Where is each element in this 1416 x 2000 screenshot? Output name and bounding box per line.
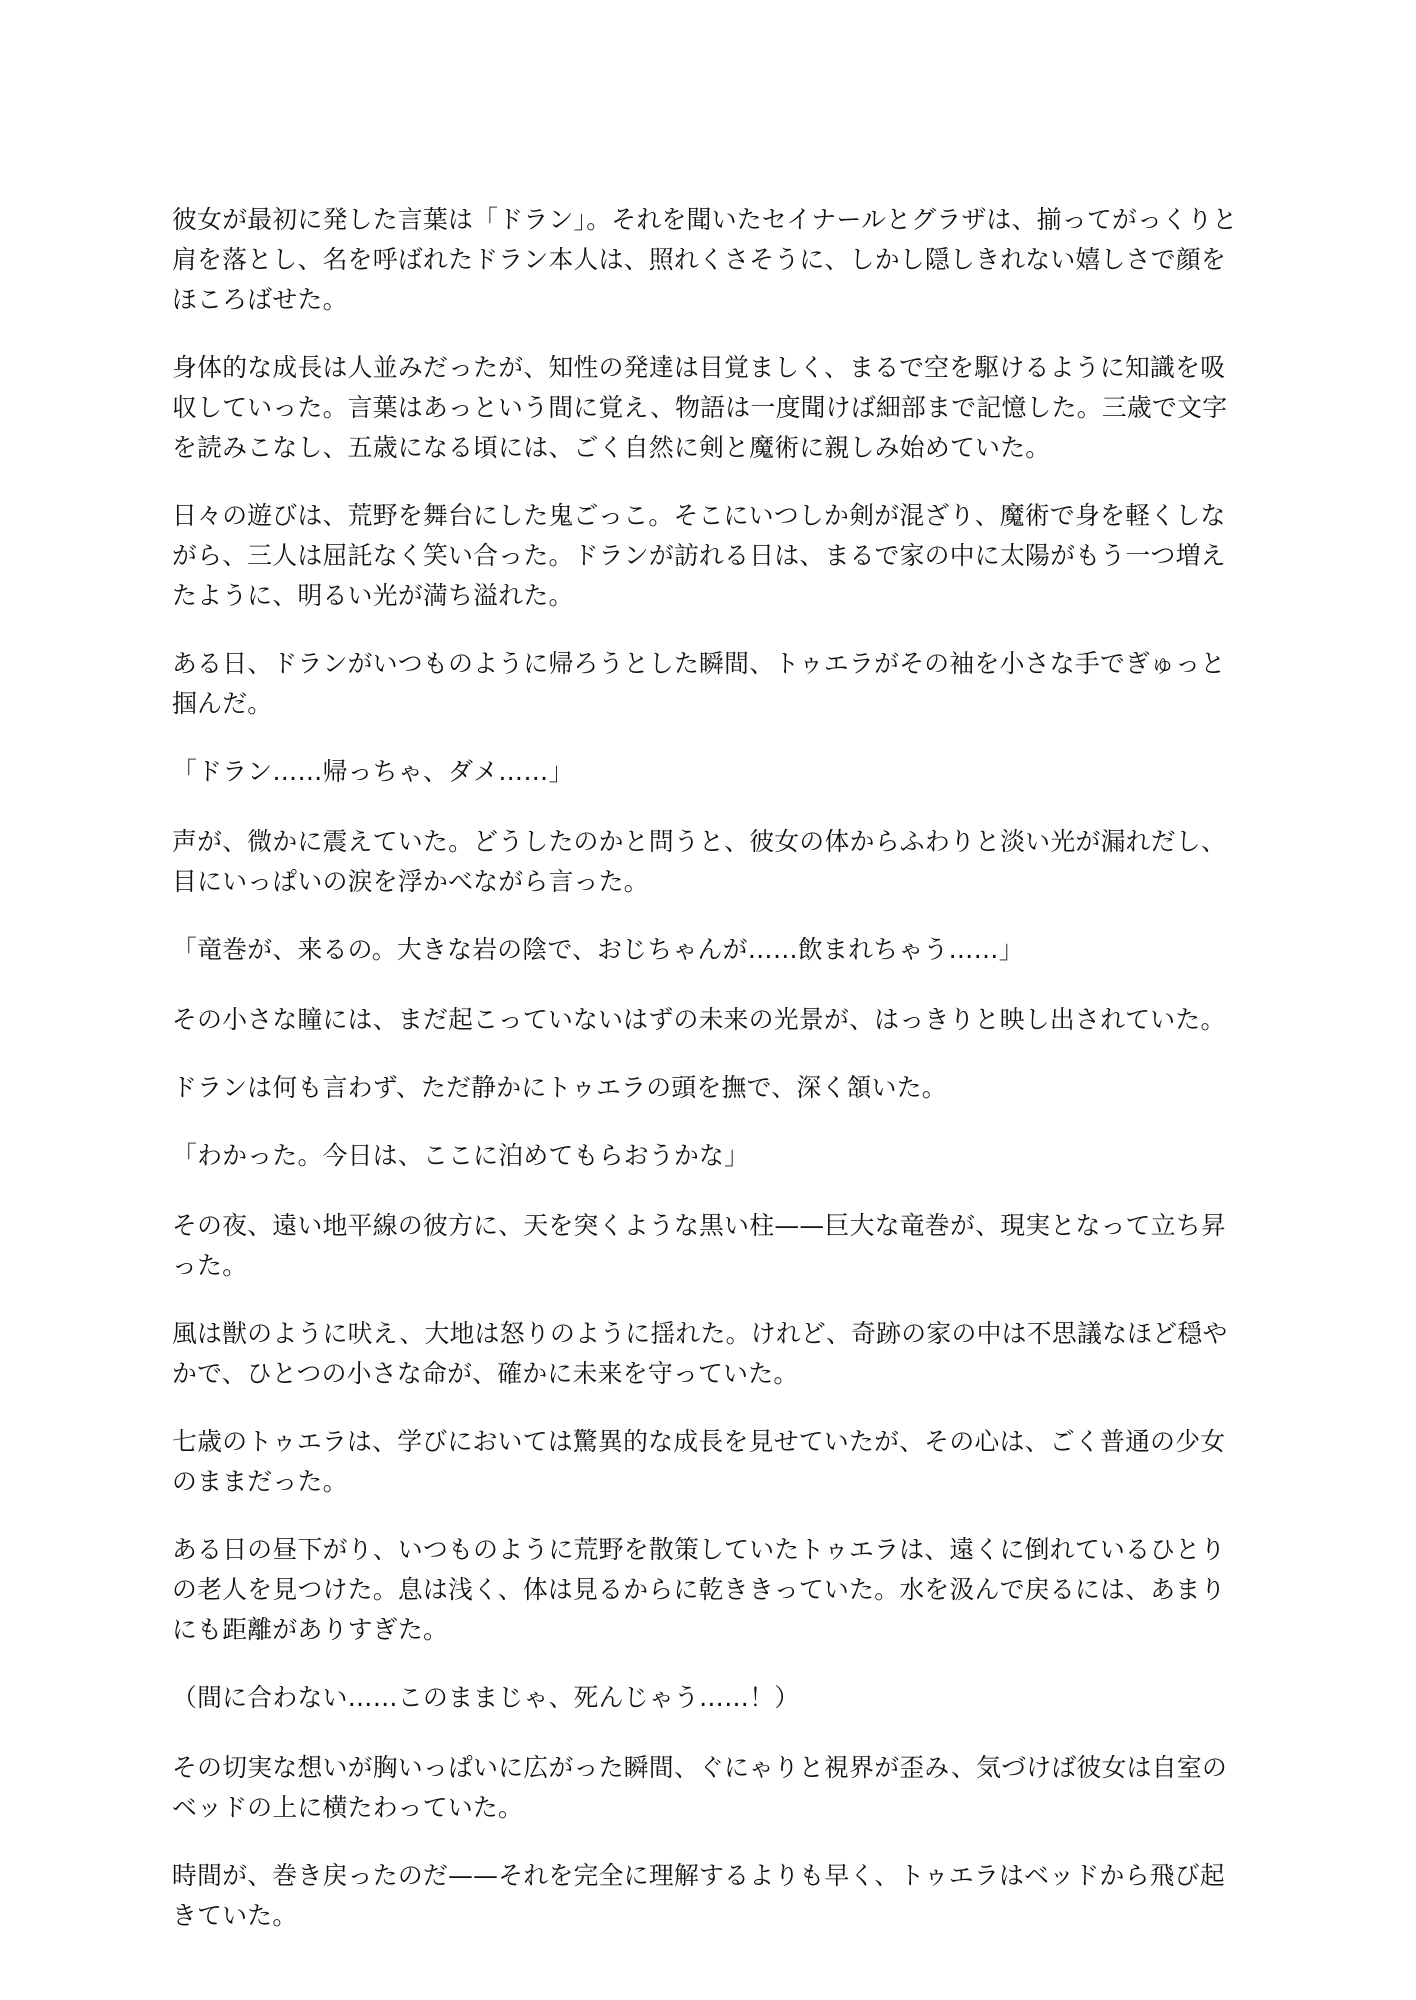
paragraph-3: 日々の遊びは、荒野を舞台にした鬼ごっこ。そこにいつしか剣が混ざり、魔術で身を軽くしながら、三人は屈託なく笑い合った。ドランが訪れる日は、まるで家の中に太陽がもう一つ増えたように、明るい光が満ち溢れた。	[172, 501, 1226, 610]
paragraph-10: 七歳のトゥエラは、学びにおいては驚異的な成長を見せていたが、その心は、ごく普通の少女のままだった。	[172, 1427, 1226, 1496]
paragraph-7: ドランは何も言わず、ただ静かにトゥエラの頭を撫で、深く頷いた。	[172, 1073, 947, 1102]
paragraph-13: 時間が、巻き戻ったのだ——それを完全に理解するよりも早く、トゥエラはベッドから飛び起きていた。	[172, 1861, 1225, 1930]
dialogue-1: 「ドラン……帰っちゃ、ダメ……」	[172, 757, 574, 786]
paragraph-6: その小さな瞳には、まだ起こっていないはずの未来の光景が、はっきりと映し出されていた。	[172, 1005, 1226, 1034]
paragraph-8: その夜、遠い地平線の彼方に、天を突くような黒い柱——巨大な竜巻が、現実となって立ち昇った。	[172, 1211, 1227, 1280]
paragraph-4: ある日、ドランがいつものように帰ろうとした瞬間、トゥエラがその袖を小さな手でぎゅっと掴んだ。	[172, 649, 1226, 718]
dialogue-2: 「竜巻が、来るの。大きな岩の陰で、おじちゃんが……飲まれちゃう……」	[172, 935, 1024, 964]
dialogue-3: 「わかった。今日は、ここに泊めてもらおうかな」	[172, 1141, 750, 1170]
paragraph-2: 身体的な成長は人並みだったが、知性の発達は目覚ましく、まるで空を駆けるように知識を吸収していった。言葉はあっという間に覚え、物語は一度聞けば細部まで記憶した。三歳で文字を読みこなし、五歳になる頃には、ごく自然に剣と魔術に親しみ始めていた。	[172, 353, 1228, 462]
paragraph-12: その切実な想いが胸いっぱいに広がった瞬間、ぐにゃりと視界が歪み、気づけば彼女は自室のベッドの上に横たわっていた。	[172, 1753, 1228, 1822]
paragraph-9: 風は獣のように吠え、大地は怒りのように揺れた。けれど、奇跡の家の中は不思議なほど穏やかで、ひとつの小さな命が、確かに未来を守っていた。	[172, 1319, 1228, 1388]
paragraph-1: 彼女が最初に発した言葉は「ドラン」。それを聞いたセイナールとグラザは、揃ってがっくりと肩を落とし、名を呼ばれたドラン本人は、照れくさそうに、しかし隠しきれない嬉しさで顔をほころばせた。	[172, 205, 1238, 314]
paragraph-5: 声が、微かに震えていた。どうしたのかと問うと、彼女の体からふわりと淡い光が漏れだし、目にいっぱいの涙を浮かべながら言った。	[172, 827, 1227, 896]
inner-thought: （間に合わない……このままじゃ、死んじゃう……！）	[172, 1683, 800, 1712]
body-text	[172, 200, 1244, 1964]
paragraph-11: ある日の昼下がり、いつものように荒野を散策していたトゥエラは、遠くに倒れているひとりの老人を見つけた。息は浅く、体は見るからに乾ききっていた。水を汲んで戻るには、あまりにも距離がありすぎた。	[172, 1535, 1226, 1644]
